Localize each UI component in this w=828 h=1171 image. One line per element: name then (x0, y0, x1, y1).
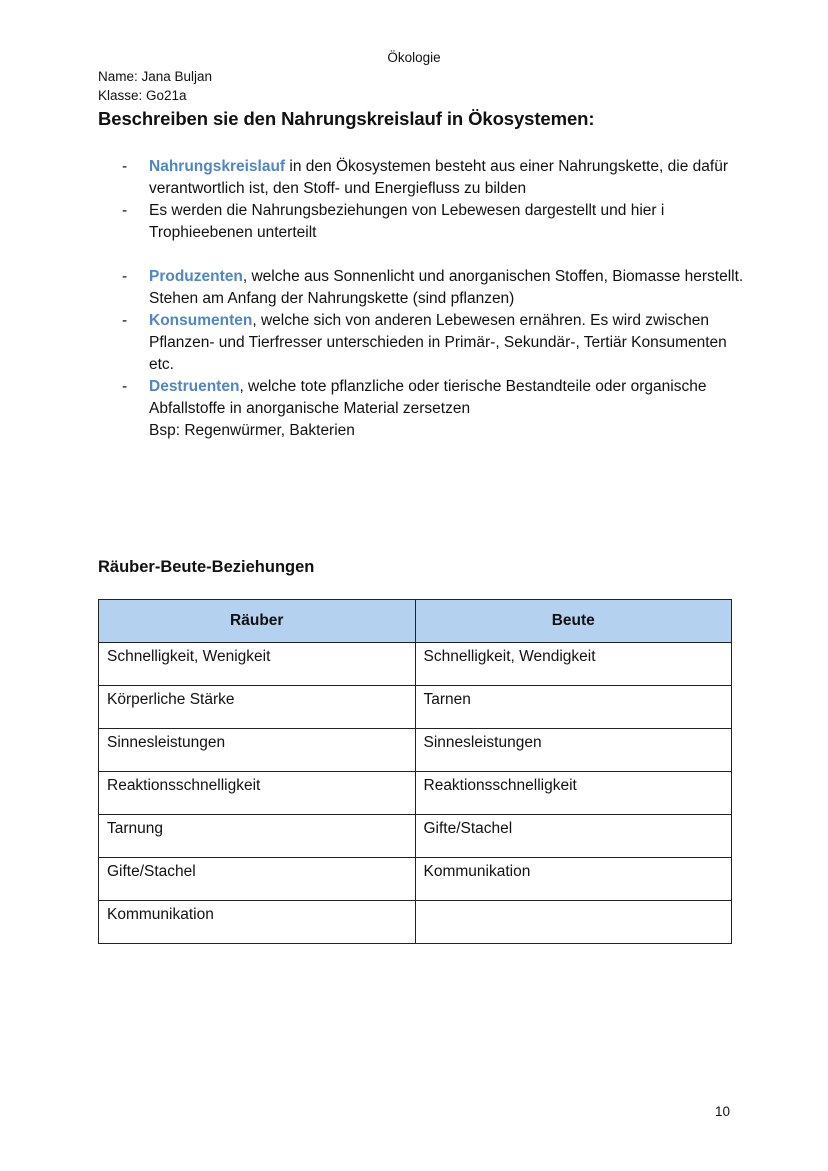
keyword-destruenten: Destruenten (149, 378, 240, 395)
bullet-item-nahrungskreislauf (98, 156, 748, 200)
table-row (99, 772, 732, 815)
student-class: Klasse: Go21a (98, 88, 187, 103)
section-heading-predator-prey: Räuber-Beute-Beziehungen (98, 558, 315, 576)
bullet-item-konsumenten (98, 310, 748, 376)
table-row (99, 901, 732, 944)
keyword-nahrungskreislauf: Nahrungskreislauf (149, 158, 286, 175)
food-cycle-bullet-list (98, 156, 748, 442)
bullet-dash: - (122, 378, 128, 395)
bullet-item-nahrungsbeziehungen (98, 200, 748, 244)
bullet-dash: - (122, 202, 128, 219)
predator-prey-table (98, 599, 732, 944)
table-row (99, 643, 732, 686)
table-cell: Reaktionsschnelligkeit (99, 772, 416, 815)
table-cell: Kommunikation (99, 901, 416, 944)
table-header-row (99, 600, 732, 643)
table-cell: Reaktionsschnelligkeit (415, 772, 732, 815)
table-row (99, 858, 732, 901)
bullet-text: , welche aus Sonnenlicht und anorganischen Stoffen, Biomasse herstellt. Stehen am Anfang der Nahrungskette (sind pflanzen) (149, 268, 744, 307)
bullet-item-produzenten (98, 266, 748, 310)
column-header-raeuber: Räuber (99, 600, 416, 643)
table-row (99, 815, 732, 858)
table-cell: Sinnesleistungen (415, 729, 732, 772)
bullet-dash: - (122, 268, 128, 285)
table-cell: Sinnesleistungen (99, 729, 416, 772)
table-row (99, 686, 732, 729)
table-cell: Gifte/Stachel (99, 858, 416, 901)
page-number: 10 (714, 1104, 730, 1119)
bullet-text: , welche sich von anderen Lebewesen ernähren. Es wird zwischen Pflanzen- und Tierfresser unterschieden in Primär-, Sekundär-, Tertiär Konsumenten etc. (149, 312, 727, 373)
bullet-text: , welche tote pflanzliche oder tierische Bestandteile oder organische Abfallstoffe in anorganische Material zersetzen (149, 378, 707, 417)
bullet-dash: - (122, 312, 128, 329)
keyword-produzenten: Produzenten (149, 268, 243, 285)
bullet-text: Es werden die Nahrungsbeziehungen von Lebewesen dargestellt und hier i Trophieebenen unterteilt (149, 202, 665, 241)
table-cell: Gifte/Stachel (415, 815, 732, 858)
main-heading: Beschreiben sie den Nahrungskreislauf in Ökosystemen: (98, 108, 595, 129)
bullet-item-destruenten (98, 376, 748, 442)
student-name: Name: Jana Buljan (98, 69, 213, 84)
bullet-example: Bsp: Regenwürmer, Bakterien (149, 422, 355, 439)
bullet-dash: - (122, 158, 128, 175)
table-cell: Kommunikation (415, 858, 732, 901)
keyword-konsumenten: Konsumenten (149, 312, 253, 329)
table-row (99, 729, 732, 772)
bullet-text: in den Ökosystemen besteht aus einer Nahrungskette, die dafür verantwortlich ist, den Stoff- und Energiefluss zu bilden (149, 158, 728, 197)
table-cell: Tarnen (415, 686, 732, 729)
table-cell: Körperliche Stärke (99, 686, 416, 729)
spacer (98, 244, 748, 266)
document-header-title: Ökologie (387, 50, 441, 65)
table-cell: Schnelligkeit, Wenigkeit (99, 643, 416, 686)
table-cell-empty (415, 901, 732, 944)
column-header-beute: Beute (415, 600, 732, 643)
table-cell: Schnelligkeit, Wendigkeit (415, 643, 732, 686)
table-cell: Tarnung (99, 815, 416, 858)
